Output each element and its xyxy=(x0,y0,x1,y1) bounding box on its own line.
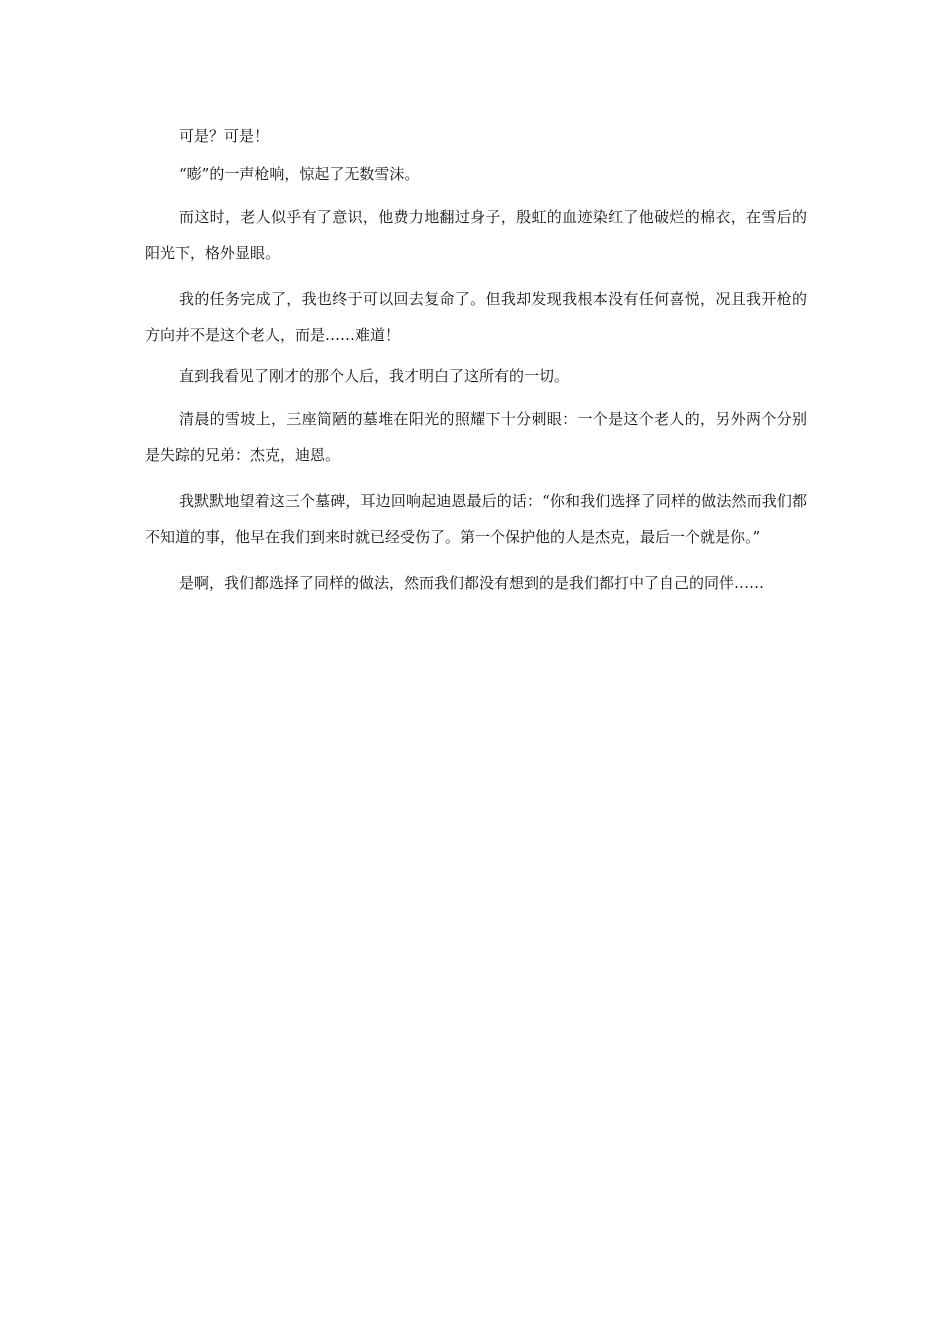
paragraph-5: 直到我看见了刚才的那个人后，我才明白了这所有的一切。 xyxy=(179,367,570,385)
document-body xyxy=(145,123,807,611)
paragraph-2: “嘭”的一声枪响，惊起了无数雪沫。 xyxy=(179,165,420,183)
paragraph-3: 而这时，老人似乎有了意识，他费力地翻过身子，殷虹的血迹染红了他破烂的棉衣，在雪后的阳光下，格外显眼。 xyxy=(145,208,807,262)
paragraph-1: 可是？可是！ xyxy=(179,127,270,145)
paragraph-7: 我默默地望着这三个墓碑，耳边回响起迪恩最后的话：“你和我们选择了同样的做法然而我们都不知道的事，他早在我们到来时就已经受伤了。第一个保护他的人是杰克，最后一个就是你。” xyxy=(145,492,807,546)
paragraph-6: 清晨的雪坡上，三座简陋的墓堆在阳光的照耀下十分刺眼：一个是这个老人的，另外两个分别是失踪的兄弟：杰克，迪恩。 xyxy=(145,410,807,464)
paragraph-4: 我的任务完成了，我也终于可以回去复命了。但我却发现我根本没有任何喜悦，况且我开枪的方向并不是这个老人，而是……难道！ xyxy=(145,290,807,344)
paragraph-8: 是啊，我们都选择了同样的做法，然而我们都没有想到的是我们都打中了自己的同伴…… xyxy=(179,574,765,592)
